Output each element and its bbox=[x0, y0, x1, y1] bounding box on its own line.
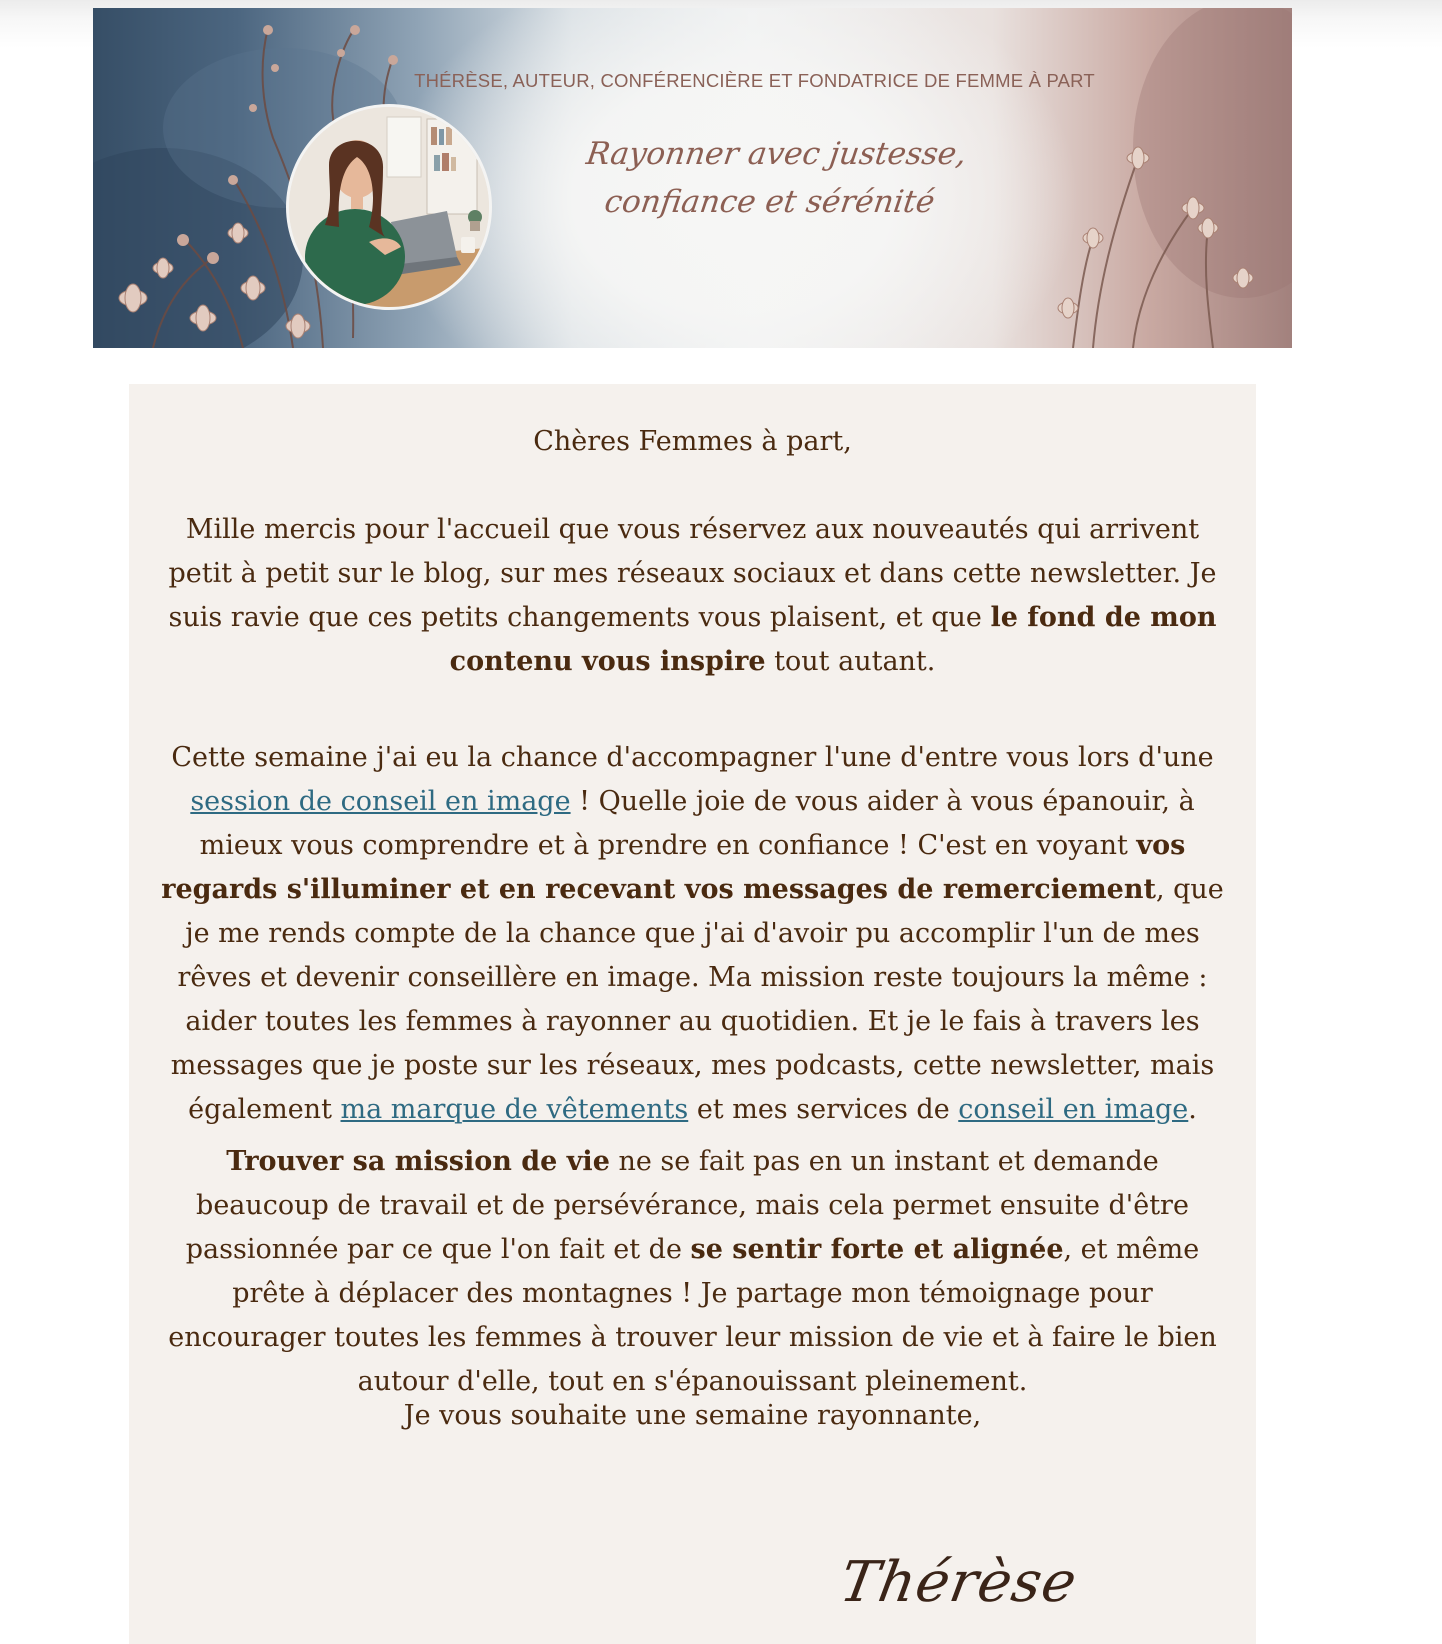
text: ! Quelle joie de vous aider à vous épanouir, à mieux vous comprendre et à prendre en confiance ! C'est en voyant bbox=[199, 786, 1195, 861]
bold-text: le fond de mon contenu vous inspire bbox=[449, 602, 1217, 677]
text: Mille mercis pour l'accueil que vous réservez aux nouveautés qui arrivent petit à petit sur le blog, sur mes réseaux sociaux et dans cette newsletter. Je suis ravie que ces petits changements vous plaisent, et que bbox=[168, 514, 1217, 633]
link-marque-vetements[interactable]: ma marque de vêtements bbox=[340, 1094, 689, 1125]
portrait-illustration-icon bbox=[286, 104, 492, 310]
text: . bbox=[1188, 1094, 1197, 1125]
paragraph-1 bbox=[161, 508, 1224, 684]
bold-text: se sentir forte et alignée bbox=[690, 1234, 1064, 1265]
text: ne se fait pas en un instant et demande beaucoup de travail et de persévérance, mais cela permet ensuite d'être passionnée par ce que l'on fait et de bbox=[185, 1146, 1189, 1265]
banner-slogan-line1: Rayonner avec justesse, bbox=[584, 136, 969, 172]
banner-tagline: THÉRÈSE, AUTEUR, CONFÉRENCIÈRE ET FONDATRICE DE FEMME À PART bbox=[414, 70, 1095, 91]
signature: Thérèse bbox=[835, 1550, 1083, 1615]
banner-slogan-line2: confiance et sérénité bbox=[602, 184, 937, 220]
text: , et même prête à déplacer des montagnes ! Je partage mon témoignage pour encourager toutes les femmes à trouver leur mission de vie et à faire le bien autour d'elle, tout en s'épanouissant pleinement. bbox=[168, 1234, 1217, 1397]
text: , que je me rends compte de la chance que j'ai d'avoir pu accomplir l'un de mes rêves et devenir conseillère en image. Ma mission reste toujours la même : aider toutes les femmes à rayonner au quotidien. Et je le fais à travers les messages que je poste sur les réseaux, mes podcasts, cette newsletter, mais également bbox=[170, 874, 1224, 1125]
closing: Je vous souhaite une semaine rayonnante, bbox=[403, 1400, 982, 1431]
text: et mes services de bbox=[688, 1094, 959, 1125]
paragraph-3 bbox=[161, 1140, 1224, 1404]
text: Cette semaine j'ai eu la chance d'accompagner l'une d'entre vous lors d'une bbox=[171, 742, 1214, 773]
newsletter-body bbox=[129, 384, 1256, 1644]
bold-text: vos regards s'illuminer et en recevant vos messages de remerciement bbox=[161, 830, 1186, 905]
header-banner bbox=[93, 8, 1292, 348]
paragraph-2 bbox=[161, 736, 1224, 1132]
text: tout autant. bbox=[765, 646, 936, 677]
link-session-conseil-image[interactable]: session de conseil en image bbox=[190, 786, 571, 817]
bold-text: Trouver sa mission de vie bbox=[226, 1146, 610, 1177]
greeting: Chères Femmes à part, bbox=[533, 426, 852, 457]
link-conseil-image[interactable]: conseil en image bbox=[958, 1094, 1189, 1125]
banner-slogan bbox=[486, 130, 1059, 226]
